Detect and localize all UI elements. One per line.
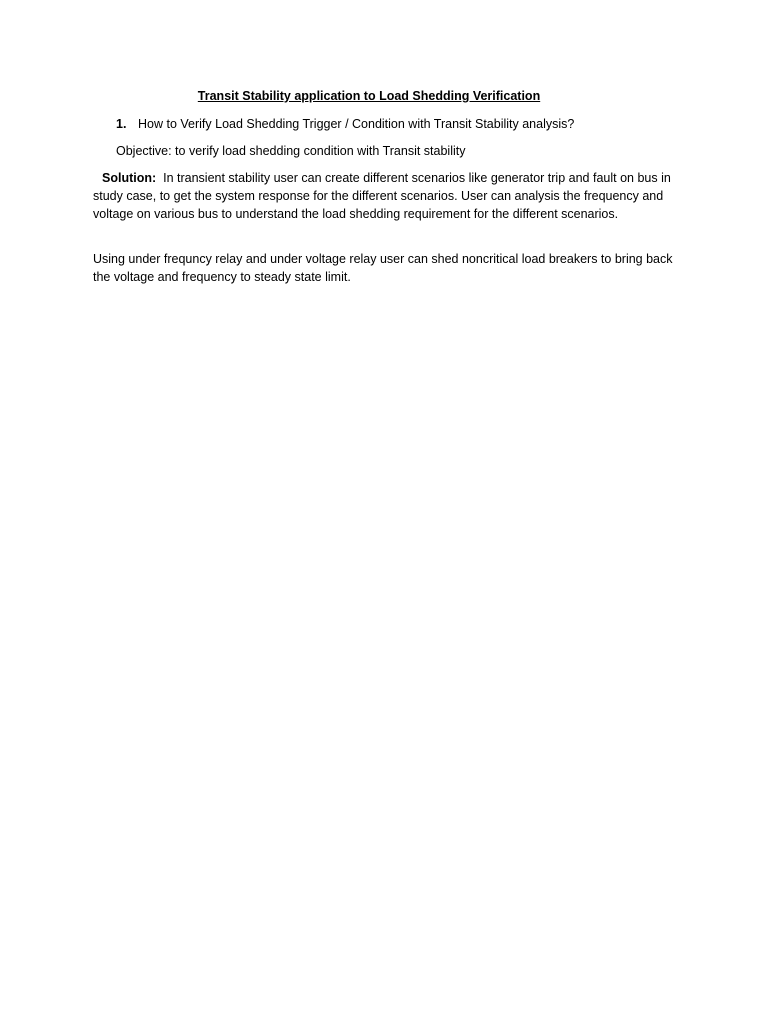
question-number: 1. (116, 117, 127, 131)
question-item (116, 115, 574, 133)
solution-label: Solution: (102, 171, 157, 185)
objective-text: Objective: to verify load shedding condition with Transit stability (116, 144, 466, 158)
question-text: How to Verify Load Shedding Trigger / Condition with Transit Stability analysis? (138, 117, 575, 131)
solution-paragraph (93, 169, 678, 223)
document-title: Transit Stability application to Load Shedding Verification (197, 89, 541, 103)
relay-paragraph: Using under frequncy relay and under voltage relay user can shed noncritical load breakers to bring back the voltage and frequency to steady state limit. (93, 252, 673, 284)
solution-text: In transient stability user can create different scenarios like generator trip and fault on bus in study case, to get the system response for the different scenarios. User can analysis the frequency and voltage on various bus to understand the load shedding requirement for the different scenarios. (93, 171, 671, 221)
